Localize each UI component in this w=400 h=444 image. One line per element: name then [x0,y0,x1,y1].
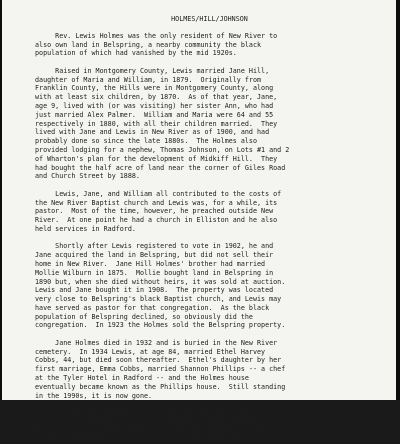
paragraph-jane-death: Jane Holmes died in 1932 and is buried in the New River cemetery. In 1934 Lewis, at age 84, married Ethel Harvey Cobbs, 44, but died soon thereafter. Ethel's daughter by her first marriage, Emma Cobbs, married Shannon Phillips -- a chef at the Tyler Hotel in Radford -- and the Holmes house eventually became known as the Phillips house. Still standing in the 1990s, it is now gone. [35,338,286,400]
paragraph-tom-johnson: Tom Johnson, nephew, lived with the Holmes in 1900. [A Tom Johnson, adopted son and housepainter, lived with the Homers in 1910?] Homer = Holmes? ) In 1913 and at age 34, he married Minnie Neace, a 33 year old divorcee from Radford. [35,409,278,444]
scan-edge-right [396,0,400,400]
document-page [2,0,396,444]
paragraph-church: Lewis, Jane, and William all contributed to the costs of the New River Baptist church and Lewis was, for a while, its pastor. Most of the time, however, he preached outside New River. At one point he had a church in Elliston and he also held services in Radford. [35,189,282,233]
paragraph-belspring-intro: Rev. Lewis Holmes was the only resident of New River to also own land in Belspring, a nearby community the black population of which had vanished by the mid 1920s. [35,31,278,58]
document-title: HOLMES/HILL/JOHNSON [171,15,248,23]
paragraph-belspring-land: Shortly after Lewis registered to vote in 1902, he and Jane acquired the land in Belspring, but did not sell their home in New River. Jane Hill Holmes' brother had married Mollie Wilburn in 1875. Mollie bought land in Belspring in 1890 but, when she died without heirs, it was sold at auction. Lewis and Jane bought it in 1908. The property was located very close to Belspring's black Baptist church, and Lewis may have served as pastor for that congregation. As the black population of Belspring declined, so obviously did the congregation. In 1923 the Holmes sold the Belspring property. [35,242,286,330]
paragraph-family-history: Raised in Montgomery County, Lewis married Jane Hill, daughter of Maria and William, in 1879. Originally from Franklin County, the Hills were in Montgomery County, along with at least six children, by 1870. As of that year, Jane, age 9, lived with (or was visiting) her sister Ann, who had just married Alex Palmer. William and Maria were 64 and 55 respectively in 1880, with all their children married. They lived with Jane and Lewis in New River as of 1900, and had probably done so since the late 1880s. The Holmes also provided lodging for a nephew, Thomas Johnson, on Lots #1 and 2 of Wharton's plan for the development of Midkiff Hill. They had bought the half acre of land near the corner of Giles Road and Church Street by 1888. [35,66,290,181]
